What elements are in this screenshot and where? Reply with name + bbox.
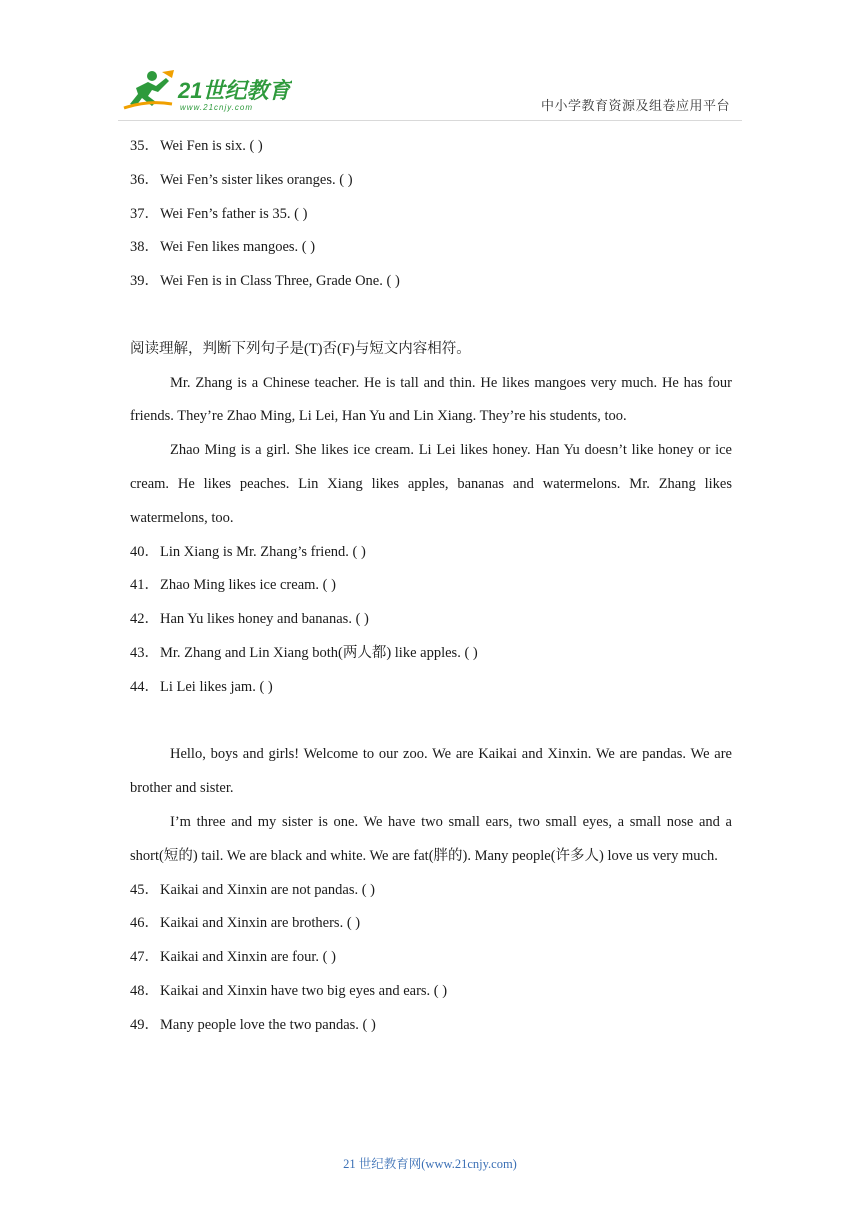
question-44: 44．Li Lei likes jam. ( ) [130, 678, 273, 695]
question-42: 42．Han Yu likes honey and bananas. ( ) [130, 611, 369, 628]
question-45: 45．Kaikai and Xinxin are not pandas. ( ) [130, 881, 376, 898]
svg-text:www.21cnjy.com: www.21cnjy.com [180, 103, 253, 112]
question-35: 35．Wei Fen is six. ( ) [130, 138, 263, 154]
question-41: 41．Zhao Ming likes ice cream. ( ) [130, 577, 336, 594]
question-49: 49．Many people love the two pandas. ( ) [130, 1016, 376, 1033]
question-48: 48．Kaikai and Xinxin have two big eyes and ears. ( ) [130, 982, 448, 999]
question-43: 43．Mr. Zhang and Lin Xiang both(两人都) like apples. ( ) [130, 644, 478, 661]
page-footer: 21 世纪教育网(www.21cnjy.com) [343, 1157, 517, 1171]
section-instruction: 阅读理解，判断下列句子是(T)否(F)与短文内容相符。 [130, 340, 471, 357]
document-body [130, 130, 732, 1043]
header-divider [118, 120, 742, 121]
spacer [130, 705, 732, 739]
runner-logo-icon [122, 68, 292, 114]
question-36: 36．Wei Fen’s sister likes oranges. ( ) [130, 171, 353, 188]
reading-paragraph: I’m three and my sister is one. We have two small ears, two small eyes, a small nose and a short(短的) tail. We are black and white. We are fat(胖的). Many people(许多人) love us very much. [130, 813, 732, 864]
page-header [0, 0, 860, 128]
reading-paragraph: Hello, boys and girls! Welcome to our zoo. We are Kaikai and Xinxin. We are pandas. We are brother and sister. [130, 746, 732, 797]
question-46: 46．Kaikai and Xinxin are brothers. ( ) [130, 915, 361, 932]
reading-paragraph: Zhao Ming is a girl. She likes ice cream. Li Lei likes honey. Han Yu doesn’t like honey or ice cream. He likes peaches. Lin Xiang likes apples, bananas and watermelons. Mr. Zhang likes watermelons, too. [130, 442, 732, 526]
question-39: 39．Wei Fen is in Class Three, Grade One. ( ) [130, 273, 400, 290]
question-37: 37．Wei Fen’s father is 35. ( ) [130, 205, 308, 222]
question-47: 47．Kaikai and Xinxin are four. ( ) [130, 949, 336, 966]
question-38: 38．Wei Fen likes mangoes. ( ) [130, 239, 316, 256]
platform-tagline: 中小学教育资源及组卷应用平台 [540, 98, 730, 113]
spacer [130, 299, 732, 333]
svg-text:21世纪教育: 21世纪教育 [178, 78, 291, 103]
reading-paragraph: Mr. Zhang is a Chinese teacher. He is tall and thin. He likes mangoes very much. He has four friends. They’re Zhao Ming, Li Lei, Han Yu and Lin Xiang. They’re his students, too. [130, 374, 732, 425]
question-40: 40．Lin Xiang is Mr. Zhang’s friend. ( ) [130, 543, 366, 560]
site-logo [122, 68, 292, 114]
